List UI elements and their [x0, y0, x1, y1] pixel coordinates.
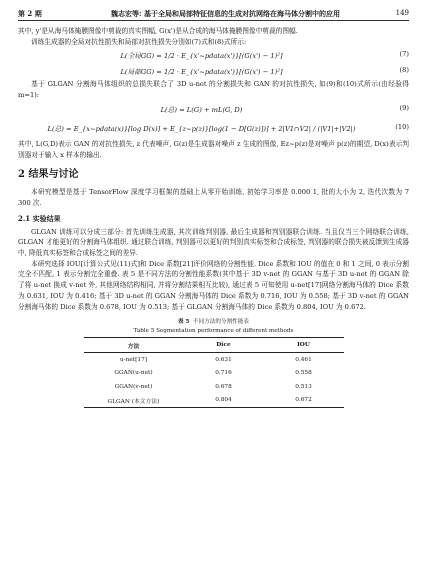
subsection-heading: 2.1 实验结果: [18, 213, 61, 223]
column-header: Dice: [216, 342, 231, 348]
table-label: 表 5: [178, 319, 190, 326]
results-table: [84, 337, 344, 408]
equation-number: (9): [399, 103, 409, 112]
table-cell: GGAN(u-net): [114, 370, 153, 376]
table-cell: 0.461: [295, 356, 312, 363]
running-header: [18, 7, 409, 21]
table-cell: 0.804: [215, 397, 232, 403]
equation-10: [18, 117, 409, 139]
paragraph: 本研究选择 IOU[计算公式见(11)式]和 Dice 系数[21]评价网络的分割性能. Dice 系数和 IOU 的值在 0 和 1 之间, 0 表示分割完全不匹配, 1 表示分割完全重叠. 表 5 是不同方法的分割性能系数(其中基于 3D v-net 的 GGAN 与基于 3D u-net 的 GGAN 除了将 u-net 换成 v-net 外, 其他网络结构相同, 并将分割结果相互比较), 通过表 5 可知使用 u-net[17]网络分割海马体的 Dice 系数为 0.631, IOU 为 0.416; 基于 3D u-net 的 GGAN 分割海马体的 Dice 系数为 0.716, IOU 为 0.558; 基于 3D v-net 的 GGAN 分割海马体的 Dice 系数为 0.678, IOU 为 0.513; 基于 GLGAN 分割海马体的 Dice 系数为 0.804, IOU 为 0.672.: [18, 259, 409, 311]
column-header: 方法: [127, 343, 140, 350]
table-cell: u-net[17]: [119, 356, 148, 363]
paragraph: 其中, y'是从海马体掩膜图像中剪裁的真实图幅, G(x')是从合成的海马体掩膜图像中剪裁的图幅.: [18, 27, 298, 35]
paragraph: GLGAN 训练可以分成三部分: 首先训练生成器, 其次训练判别器, 最后生成器和判别器联合训练. 当且仅当三个网络联合训练, GLGAN 才能更好的分割海马体组织. 通过联合训练, 判别器可以更好的判别真实标签和合成标签, 判别器的联合损失被反馈到生成器中, 降低真实标签和合成标签之间的差异.: [18, 227, 409, 258]
table-cell: 0.672: [295, 397, 312, 403]
table-cell: 0.631: [215, 356, 232, 363]
equation-formula: L(全局GG) = 1/2 · E_{x'~pdata(x')}[(G(x') − 1)²]: [120, 52, 283, 61]
table-row: [84, 366, 344, 380]
table-cell: 0.513: [295, 383, 312, 390]
paper-body: [18, 26, 409, 408]
running-title: 魏志宏等: 基于全局和局部特征信息的生成对抗网络在海马体分割中的应用: [110, 9, 341, 18]
paragraph: 基于 GLGAN 分割海马体组织的总损失联合了 3D u-net 的分割损失和 GAN 的对抗性损失, 如(9)和(10)式所示(由经验得 m=1):: [18, 80, 409, 100]
table-cell: GGAN(v-net): [114, 383, 153, 390]
equation-number: (7): [399, 50, 409, 59]
page-number: 149: [395, 9, 409, 17]
equation-7: [18, 47, 409, 63]
table-row: [84, 380, 344, 394]
section-heading: 2 结果与讨论: [18, 169, 79, 181]
equation-9: [18, 101, 409, 117]
table-cell: 0.716: [215, 370, 232, 376]
table-caption: [18, 318, 409, 335]
paragraph: 本研究模型是基于 TensorFlow 深度学习框架的基础上从零开始训练, 初始学习率是 0.000 1, 批的大小为 2, 迭代次数为 7 300 次.: [18, 188, 409, 207]
equation-formula: L(局部GG) = 1/2 · E_{x'~pdata(x')}[(G(x') − 1)²]: [120, 68, 283, 77]
table-cell: GLGAN (本文方法): [107, 398, 160, 405]
table-cell: 0.678: [215, 383, 232, 390]
table-caption-cn: [18, 318, 409, 327]
equation-8: [18, 63, 409, 79]
paragraph: 其中, L(G,D)表示 GAN 的对抗性损失, z 代表噪声, G(z)是生成器对噪声 z 生成的图像, Ez~p(z)是对噪声 p(z)的期望, D(x)表示判别器对于输入 x 样本的输出.: [18, 139, 409, 159]
issue-number: 第 2 期: [18, 9, 42, 18]
equation-number: (8): [399, 66, 409, 75]
table-cell: 0.558: [295, 370, 312, 376]
equation-number: (10): [395, 122, 409, 131]
column-header: IOU: [297, 342, 310, 348]
equation-formula: L(总) = L(G) + mL(G, D): [160, 105, 243, 114]
paragraph: 训练生成器的全局对抗性损失和局部对抗性损失分别如(7)式和(8)式所示:: [31, 37, 247, 46]
equation-formula: L(总) = E_{x~pdata(x)}[log D(x)] + E_{z~p(z)}[log(1 − D[G(z)])] + 2|V1∩V2| / (|V1|+|V2|): [47, 124, 356, 133]
table-header-row: [84, 338, 344, 353]
table-caption-en: Table 5 Segmentation performance of different methods: [133, 327, 294, 334]
table-row: [84, 393, 344, 407]
table-row: [84, 352, 344, 366]
table-title-cn: 不同方法的分割性能表: [193, 319, 249, 326]
